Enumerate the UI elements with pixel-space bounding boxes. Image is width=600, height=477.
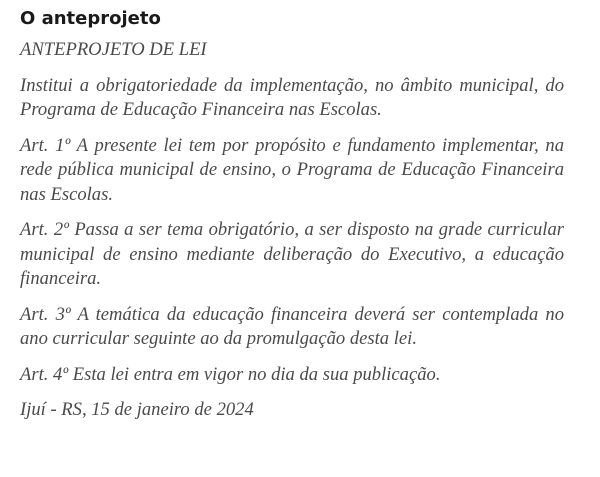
ementa: Institui a obrigatoriedade da implementação, no âmbito municipal, do Programa de Educação Financeira nas Escolas. <box>20 74 564 120</box>
article-1: Art. 1º A presente lei tem por propósito e fundamento implementar, na rede pública municipal de ensino, o Programa de Educação Financeira nas Escolas. <box>20 134 564 205</box>
article-2: Art. 2º Passa a ser tema obrigatório, a ser disposto na grade curricular municipal de ensino mediante deliberação do Executivo, a educação financeira. <box>20 219 564 289</box>
document-container <box>20 8 564 434</box>
section-heading: O anteprojeto <box>20 8 161 29</box>
doc-title: ANTEPROJETO DE LEI <box>20 39 207 60</box>
place-date: Ijuí - RS, 15 de janeiro de 2024 <box>20 399 254 420</box>
article-3: Art. 3º A temática da educação financeira deverá ser contemplada no ano curricular seguinte ao da promulgação desta lei. <box>20 303 564 349</box>
article-4: Art. 4º Esta lei entra em vigor no dia da sua publicação. <box>20 363 441 385</box>
